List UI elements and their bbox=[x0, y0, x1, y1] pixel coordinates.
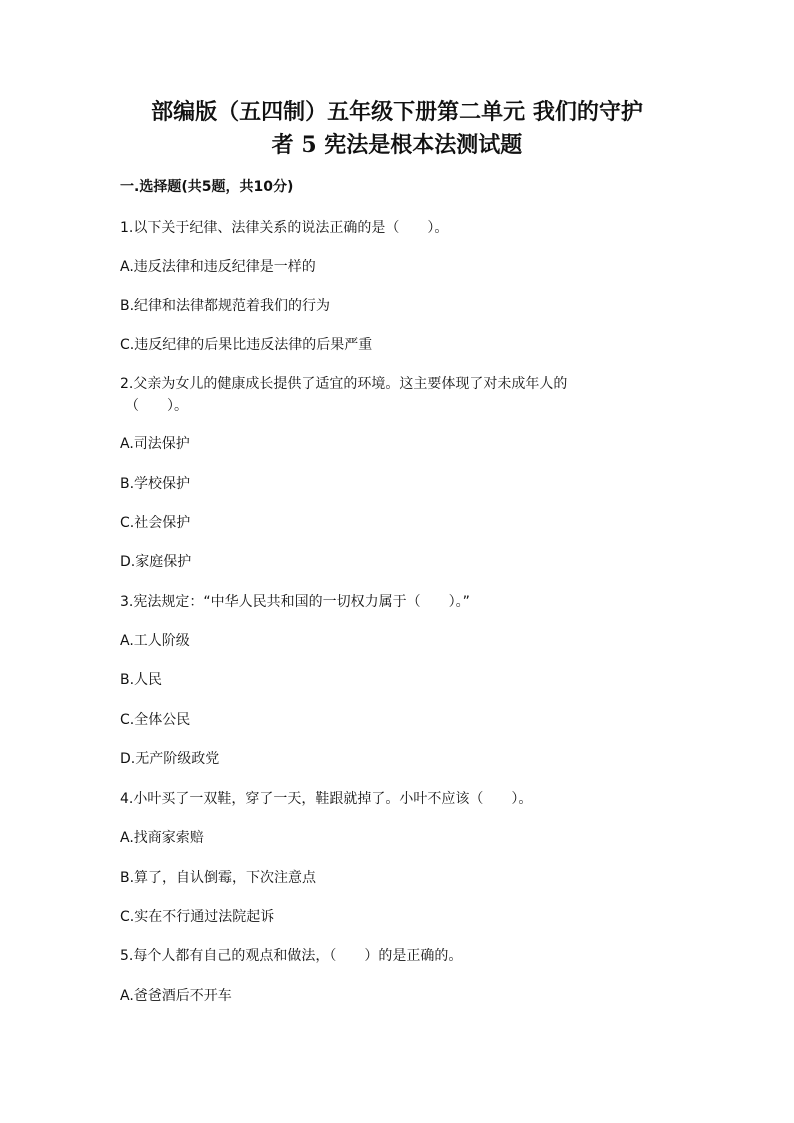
question-3-stem: 3.宪法规定：“中华人民共和国的一切权力属于（ ）。” bbox=[120, 594, 470, 610]
question-3-option-c: C.全体公民 bbox=[120, 712, 191, 728]
question-4-option-a: A.找商家索赔 bbox=[120, 830, 204, 846]
question-1-stem: 1.以下关于纪律、法律关系的说法正确的是（ ）。 bbox=[120, 220, 449, 236]
question-2-option-b: B.学校保护 bbox=[120, 476, 191, 492]
question-5-stem: 5.每个人都有自己的观点和做法，（ ）的是正确的。 bbox=[120, 948, 463, 964]
page-title-line-2: 者 5 宪法是根本法测试题 bbox=[271, 132, 523, 158]
question-4-stem: 4.小叶买了一双鞋，穿了一天，鞋跟就掉了。小叶不应该（ ）。 bbox=[120, 791, 533, 807]
question-3-option-a: A.工人阶级 bbox=[120, 633, 190, 649]
question-4-option-c: C.实在不行通过法院起诉 bbox=[120, 909, 275, 925]
question-3-option-d: D.无产阶级政党 bbox=[120, 751, 220, 767]
question-2-option-d: D.家庭保护 bbox=[120, 554, 192, 570]
question-2-stem-line-2: （ ）。 bbox=[125, 398, 188, 414]
section-heading: 一.选择题(共5题，共10分) bbox=[120, 179, 294, 195]
question-1-option-b: B.纪律和法律都规范着我们的行为 bbox=[120, 298, 331, 314]
question-2-stem-line-1: 2.父亲为女儿的健康成长提供了适宜的环境。这主要体现了对未成年人的 bbox=[120, 376, 568, 392]
question-2-option-a: A.司法保护 bbox=[120, 436, 190, 452]
question-4-option-b: B.算了，自认倒霉，下次注意点 bbox=[120, 870, 317, 886]
page-title-line-1: 部编版（五四制）五年级下册第二单元 我们的守护 bbox=[151, 99, 643, 125]
question-5-option-a: A.爸爸酒后不开车 bbox=[120, 988, 232, 1004]
question-3-option-b: B.人民 bbox=[120, 672, 163, 688]
question-1-option-c: C.违反纪律的后果比违反法律的后果严重 bbox=[120, 337, 373, 353]
question-2-option-c: C.社会保护 bbox=[120, 515, 191, 531]
question-1-option-a: A.违反法律和违反纪律是一样的 bbox=[120, 259, 316, 275]
